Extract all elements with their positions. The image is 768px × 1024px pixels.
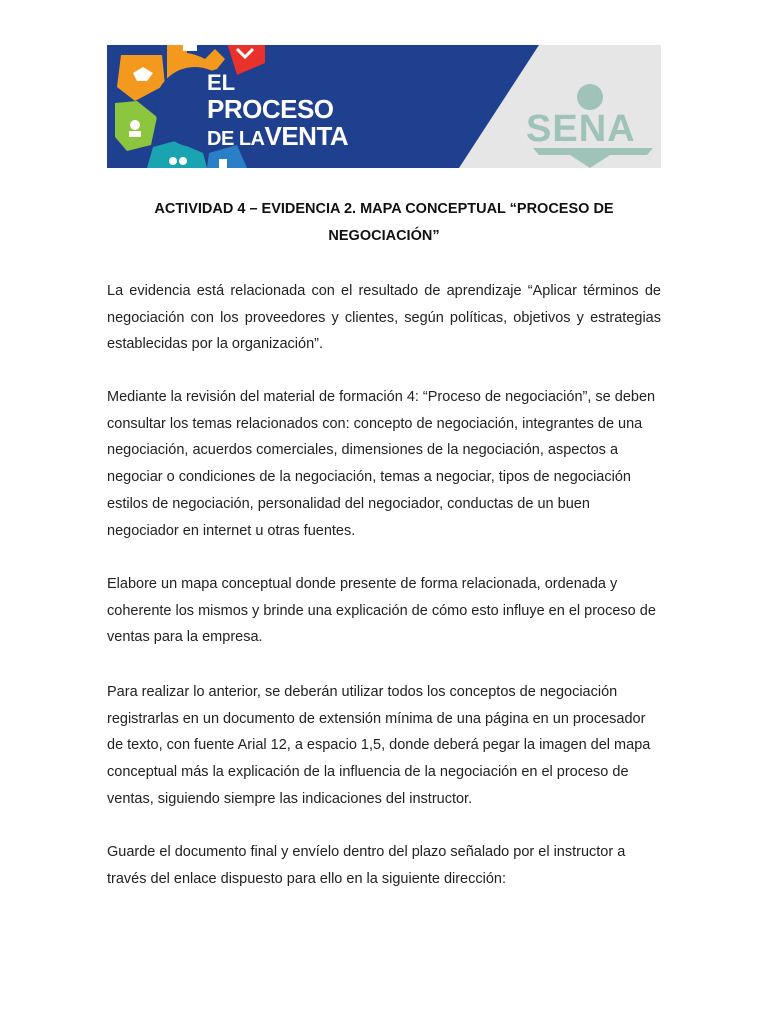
- paragraph-instructions: Para realizar lo anterior, se deberán utilizar todos los conceptos de negociación registrarlas en un documento de extensión mínima de una página en un procesador de texto, con fuente Arial 12, a espacio 1,5, donde deberá pegar la imagen del mapa conceptual más la explicación de la influencia de la negociación en el proceso de ventas, siguiendo siempre las indicaciones del instructor.: [107, 684, 651, 807]
- paragraph-submission: Guarde el documento final y envíelo dentro del plazo señalado por el instructor a través del enlace dispuesto para ello en la siguiente dirección:: [107, 844, 626, 887]
- paragraph-review-material: Mediante la revisión del material de formación 4: “Proceso de negociación”, se deben consultar los temas relacionados con: concepto de negociación, integrantes de una negociación, acuerdos comerciales, dimensiones de la negociación, aspectos a negociar o condiciones de la negociación, temas a negociar, tipos de negociación estilos de negociación, personalidad del negociador, conductas de un buen negociador en internet u otras fuentes.: [107, 389, 656, 539]
- document-title: ACTIVIDAD 4 – EVIDENCIA 2. MAPA CONCEPTUAL “PROCESO DE NEGOCIACIÓN”: [154, 201, 614, 244]
- banner-title-line1: EL: [207, 70, 236, 95]
- header-banner: [107, 45, 661, 168]
- paragraph-learning-outcome: La evidencia está relacionada con el resultado de aprendizaje “Aplicar términos de negociación con los proveedores y clientes, según políticas, objetivos y estrategias establecidas por la organización”.: [107, 283, 661, 353]
- banner-title-line2: PROCESO: [207, 94, 334, 124]
- paragraph-concept-map: Elabore un mapa conceptual donde presente de forma relacionada, ordenada y coherente los mismos y brinde una explicación de cómo esto influye en el proceso de ventas para la empresa.: [107, 576, 656, 646]
- banner-title-line3-suffix: VENTA: [264, 121, 349, 151]
- banner-title: [207, 72, 348, 149]
- sena-logo-text: SENA: [526, 108, 636, 150]
- banner-title-line3-prefix: DE LA: [207, 128, 265, 150]
- banner-title-line3: [207, 123, 348, 149]
